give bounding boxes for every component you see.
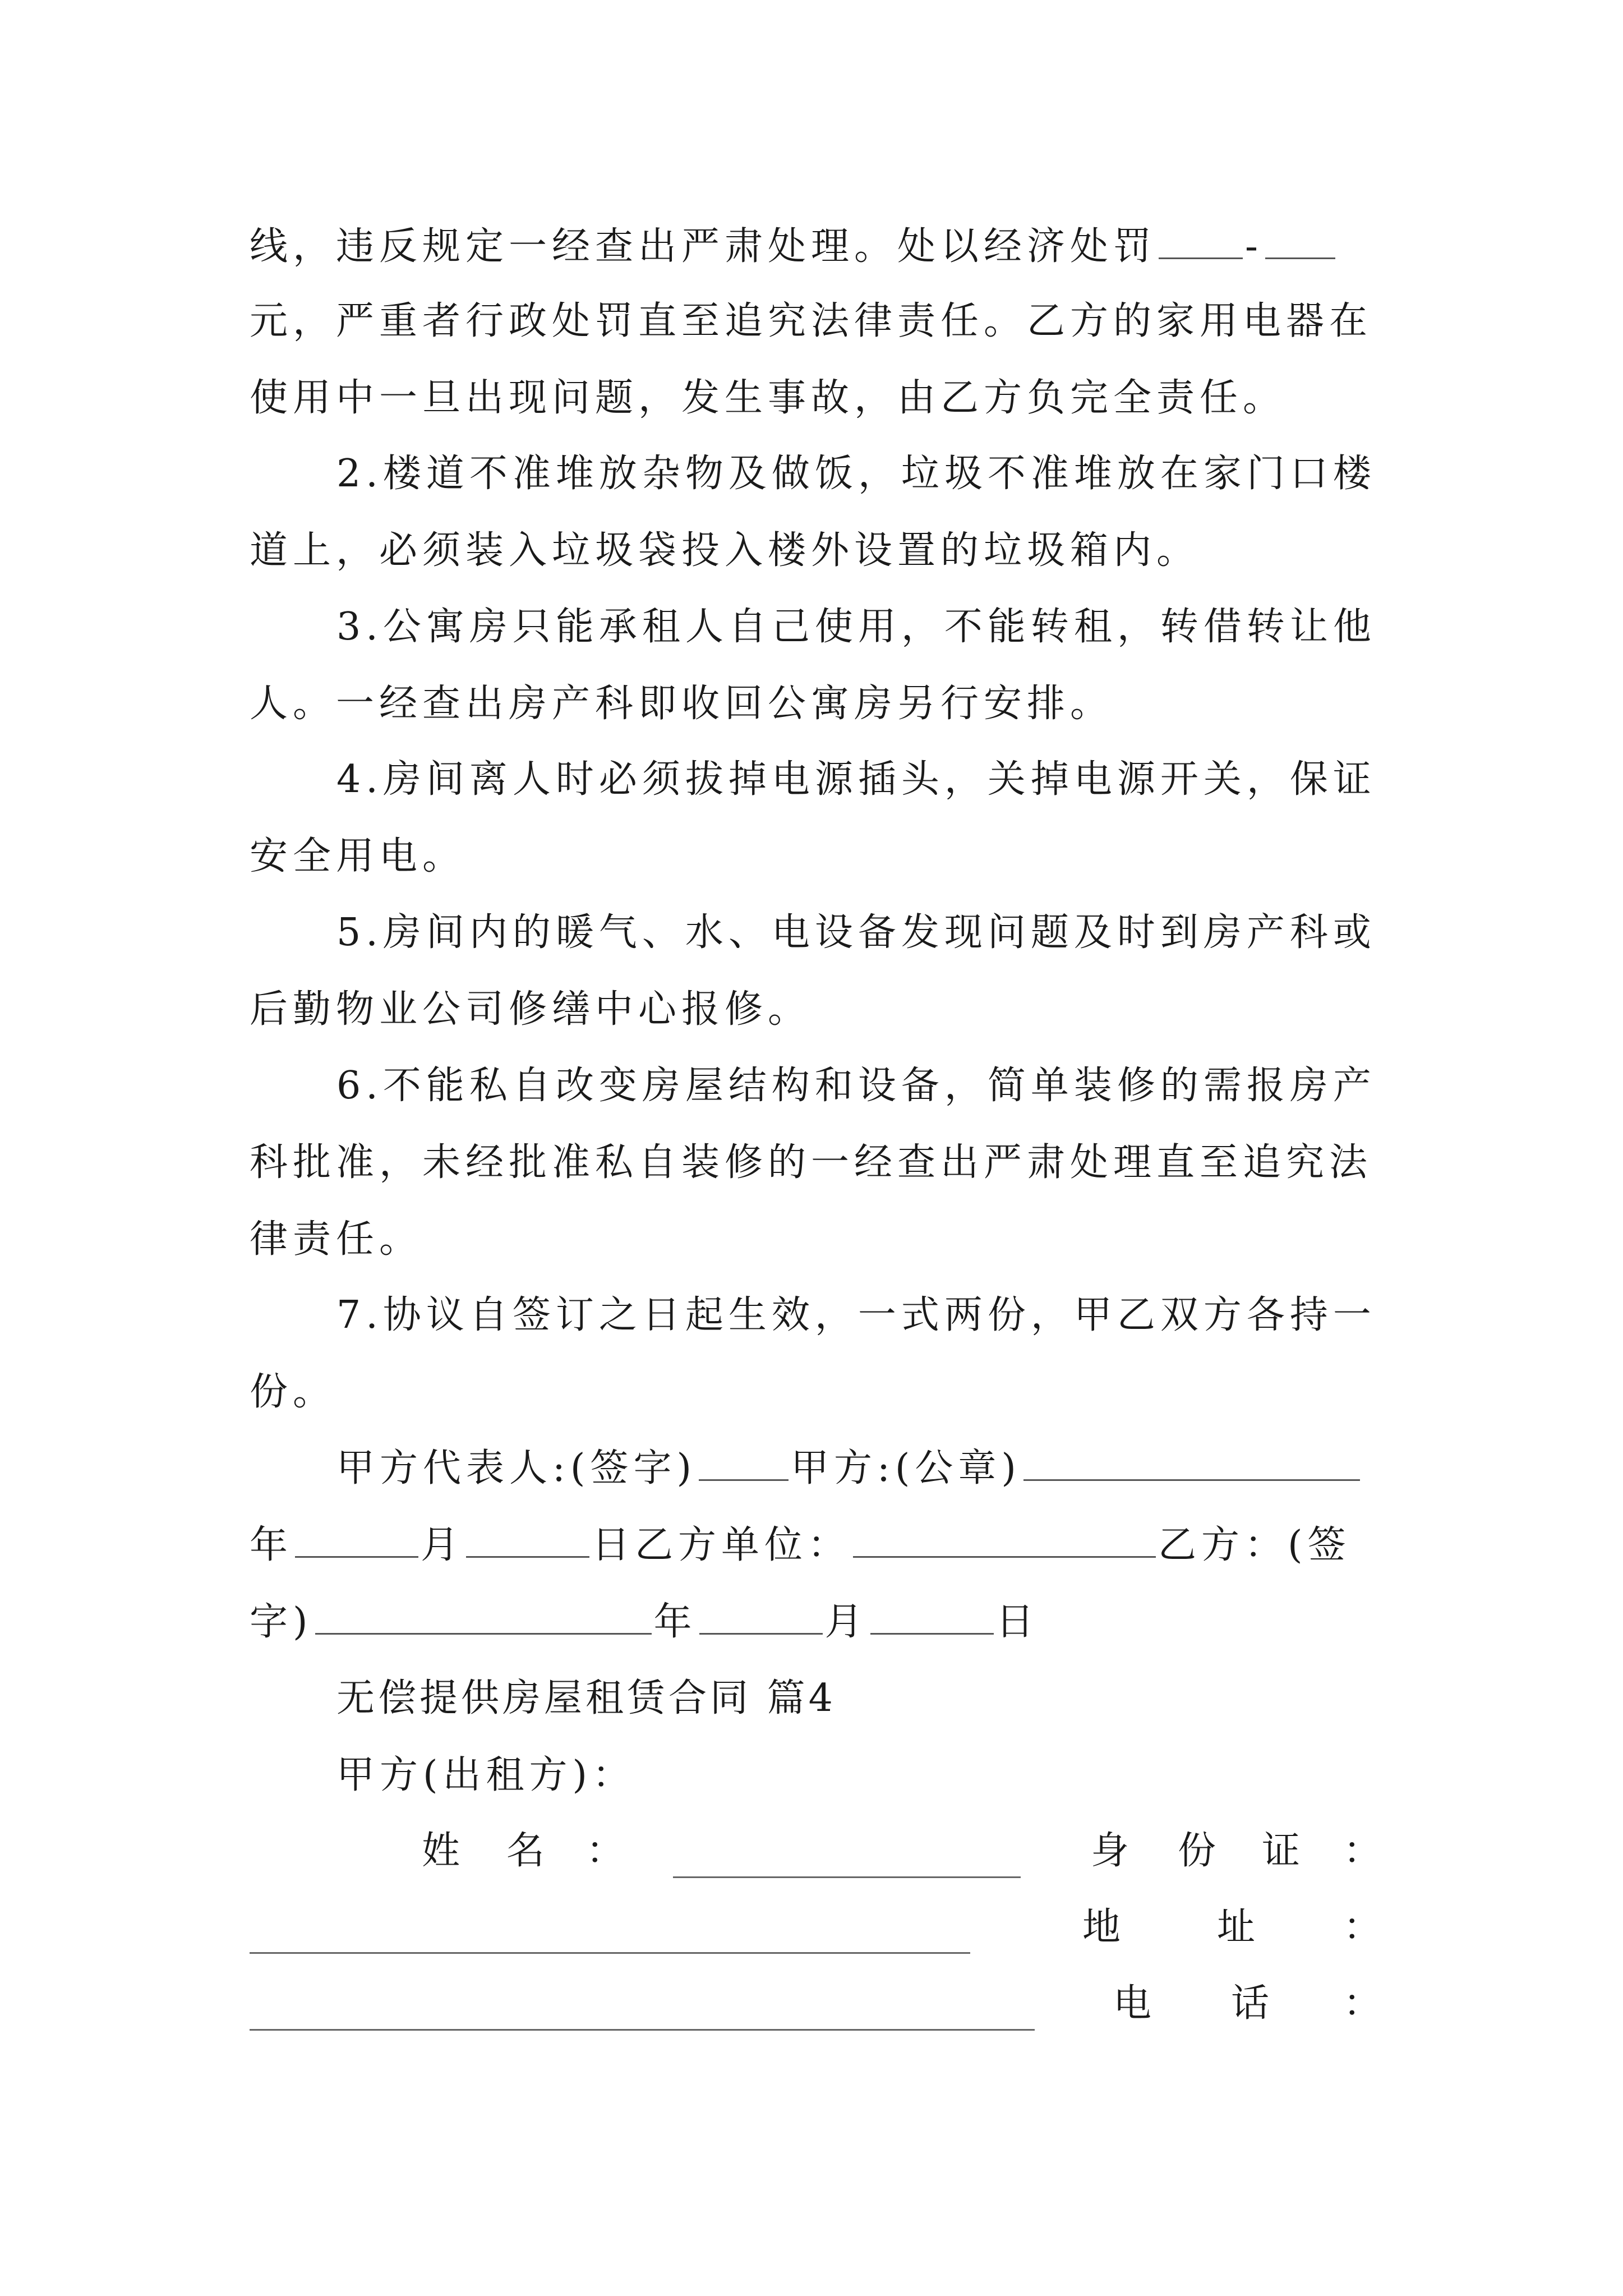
colon: ：: [1343, 1829, 1382, 1873]
list-item-line: 律责任。: [250, 1217, 423, 1262]
blank-field: [699, 1599, 823, 1635]
id-char: 份: [1178, 1829, 1216, 1873]
month-label: 月: [421, 1523, 464, 1567]
party-b-sign-label: 乙方：(签: [1158, 1523, 1351, 1567]
name-char: 名: [506, 1829, 545, 1873]
list-item-line: 后勤物业公司修缮中心报修。: [250, 987, 811, 1032]
list-item-line: 4.房间离人时必须拔掉电源插头，关掉电源开关，保证: [336, 757, 1376, 802]
signature-line: [250, 1512, 1388, 1579]
paragraph-line: 元，严重者行政处罚直至追究法律责任。乙方的家用电器在: [250, 299, 1373, 343]
phone-char: 话: [1231, 1981, 1270, 2026]
month-label: 月: [824, 1600, 868, 1644]
text: -: [1245, 224, 1263, 269]
id-char: 证: [1262, 1829, 1301, 1873]
list-item-line: 6.不能私自改变房屋结构和设备，简单装修的需报房产: [336, 1064, 1376, 1108]
id-char: 身: [1091, 1829, 1129, 1873]
list-item-line: 5.房间内的暖气、水、电设备发现问题及时到房产科或: [336, 910, 1376, 955]
rep-signature-label: 甲方代表人:(签字): [336, 1446, 697, 1490]
colon: ：: [1343, 1981, 1382, 2026]
list-item-line: 安全用电。: [250, 834, 466, 878]
blank-field: [1265, 224, 1335, 259]
list-item-line: 3.公寓房只能承租人自己使用，不能转租，转借转让他: [336, 605, 1376, 649]
text: 字): [250, 1600, 313, 1644]
year-label: 年: [250, 1523, 293, 1567]
blank-field: [853, 1522, 1156, 1558]
list-item-line: 份。: [250, 1370, 336, 1414]
blank-field: [315, 1599, 652, 1635]
phone-char: 电: [1113, 1981, 1152, 2026]
lessor-label: 甲方(出租方)：: [336, 1753, 636, 1797]
blank-field: [699, 1446, 789, 1481]
colon: ：: [1343, 1905, 1382, 1949]
paragraph-line: 使用中一旦出现问题，发生事故，由乙方负完全责任。: [250, 376, 1287, 420]
list-item-line: 道上，必须装入垃圾袋投入楼外设置的垃圾箱内。: [250, 528, 1200, 573]
address-field-line: [250, 2029, 1035, 2031]
year-label: 年: [653, 1600, 697, 1644]
blank-field: [1023, 1446, 1360, 1481]
blank-field: [466, 1522, 589, 1558]
list-item-line: 2.楼道不准堆放杂物及做饭，垃圾不准堆放在家门口楼: [336, 452, 1376, 496]
day-label: 日: [995, 1600, 1039, 1644]
list-item-line: 7.协议自签订之日起生效，一式两份，甲乙双方各持一: [336, 1293, 1376, 1337]
signature-line: [250, 1589, 1388, 1656]
section-title: 无偿提供房屋租赁合同 篇4: [336, 1676, 836, 1720]
blank-field: [295, 1522, 418, 1558]
list-item-line: 人。一经查出房产科即收回公寓房另行安排。: [250, 682, 1114, 726]
paragraph-line: [250, 213, 1388, 280]
party-b-unit-label: 日乙方单位：: [592, 1523, 851, 1567]
name-char: 姓: [422, 1829, 460, 1873]
signature-line: [336, 1435, 1388, 1502]
blank-field: [870, 1599, 994, 1635]
name-field-line: [673, 1876, 1021, 1878]
text: 线，违反规定一经查出严肃处理。处以经济处罚: [250, 224, 1157, 269]
colon: ：: [586, 1829, 625, 1873]
blank-field: [1159, 224, 1243, 259]
address-char: 地: [1082, 1905, 1121, 1949]
address-char: 址: [1217, 1905, 1256, 1949]
id-field-line: [250, 1952, 970, 1954]
list-item-line: 科批准，未经批准私自装修的一经查出严肃处理直至追究法: [250, 1140, 1373, 1185]
party-a-seal-label: 甲方:(公章): [790, 1446, 1021, 1490]
